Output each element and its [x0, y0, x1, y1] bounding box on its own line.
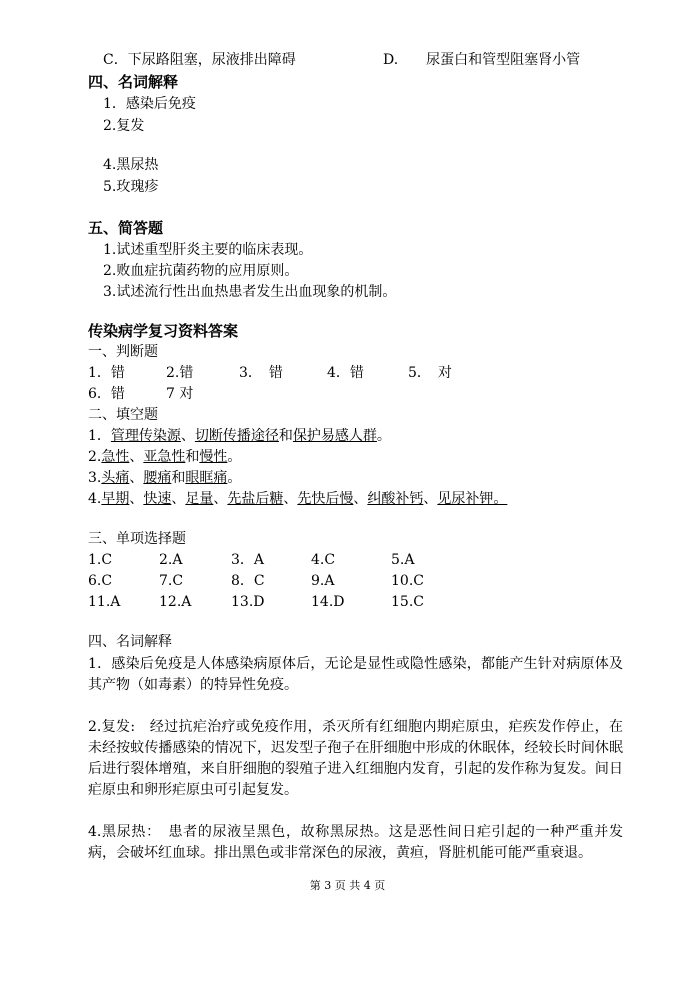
choice-answer: 8．C [231, 573, 265, 589]
term-paragraph: 4.黑尿热： 患者的尿液呈黑色，故称黑尿热。这是恶性间日疟引起的一种严重并发病，会破坏红血球。排出黑色或非常深色的尿液，黄疸，肾脏机能可能严重衰退。 [88, 824, 623, 861]
answers-title: 传染病学复习资料答案 [88, 322, 239, 340]
choice-answer: 6.C [88, 573, 113, 589]
section4-item: 5.玫瑰疹 [103, 179, 159, 195]
choice-answer: 3．A [231, 552, 265, 568]
page-footer: 第 3 页 共 4 页 [309, 879, 386, 892]
choice-answer: 7.C [159, 573, 184, 589]
fill-heading: 二、填空题 [88, 407, 158, 423]
judge-answer: 6．错 [88, 386, 125, 402]
fill-answer-1: 1．管理传染源、切断传播途径和保护易感人群。 [88, 428, 391, 444]
choice-heading: 三、单项选择题 [88, 531, 186, 547]
section4-item: 2.复发 [103, 118, 145, 134]
fill-answer-2: 2.急性、亚急性和慢性。 [88, 449, 242, 465]
choice-answer: 15.C [391, 594, 424, 610]
choice-answer: 2.A [159, 552, 183, 568]
term-paragraph: 1．感染后免疫是人体感染病原体后，无论是显性或隐性感染，都能产生针对病原体及其产物（如毒素）的特异性免疫。 [88, 656, 623, 693]
judge-answer: 5． 对 [408, 365, 452, 381]
judge-answer: 4．错 [327, 365, 364, 381]
option-d: D. 尿蛋白和管型阻塞肾小管 [383, 52, 581, 68]
choice-answer: 13.D [231, 594, 265, 610]
section5-item: 2.败血症抗菌药物的应用原则。 [103, 263, 299, 279]
choice-answer: 9.A [311, 573, 335, 589]
choice-answer: 10.C [391, 573, 424, 589]
fill-answer-4: 4.早期、快速、足量、先盐后糖、先快后慢、纠酸补钙、见尿补钾。 [88, 491, 508, 507]
choice-answer: 4.C [311, 552, 336, 568]
section5-item: 3.试述流行性出血热患者发生出血现象的机制。 [103, 284, 397, 300]
choice-answer: 5.A [391, 552, 415, 568]
judge-heading: 一、判断题 [88, 344, 158, 360]
judge-answer: 1．错 [88, 365, 125, 381]
choice-answer: 14.D [311, 594, 345, 610]
option-c: C．下尿路阻塞，尿液排出障碍 [103, 52, 296, 68]
judge-answer: 2.错 [166, 365, 194, 381]
choice-answer: 1.C [88, 552, 113, 568]
judge-answer: 3． 错 [239, 365, 283, 381]
choice-answer: 12.A [159, 594, 192, 610]
section5-heading: 五、简答题 [88, 219, 164, 237]
section5-item: 1.试述重型肝炎主要的临床表现。 [103, 242, 313, 258]
section4-item: 1．感染后免疫 [103, 96, 196, 112]
section4-heading: 四、名词解释 [88, 73, 179, 91]
fill-answer-3: 3.头痛、腰痛和眼眶痛。 [88, 470, 242, 486]
choice-answer: 11.A [88, 594, 121, 610]
judge-answer: 7 对 [166, 386, 194, 402]
terms-heading: 四、名词解释 [88, 634, 172, 650]
section4-item: 4.黑尿热 [103, 157, 159, 173]
term-paragraph: 2.复发: 经过抗疟治疗或免疫作用，杀灭所有红细胞内期疟原虫，疟疾发作停止，在未经按蚊传播感染的情况下，迟发型子孢子在肝细胞中形成的休眠体，经较长时间休眠后进行裂体增殖，来自肝细胞的裂殖子进入红细胞内发育，引起的发作称为复发。间日疟原虫和卵形疟原虫可引起复发。 [88, 719, 623, 798]
